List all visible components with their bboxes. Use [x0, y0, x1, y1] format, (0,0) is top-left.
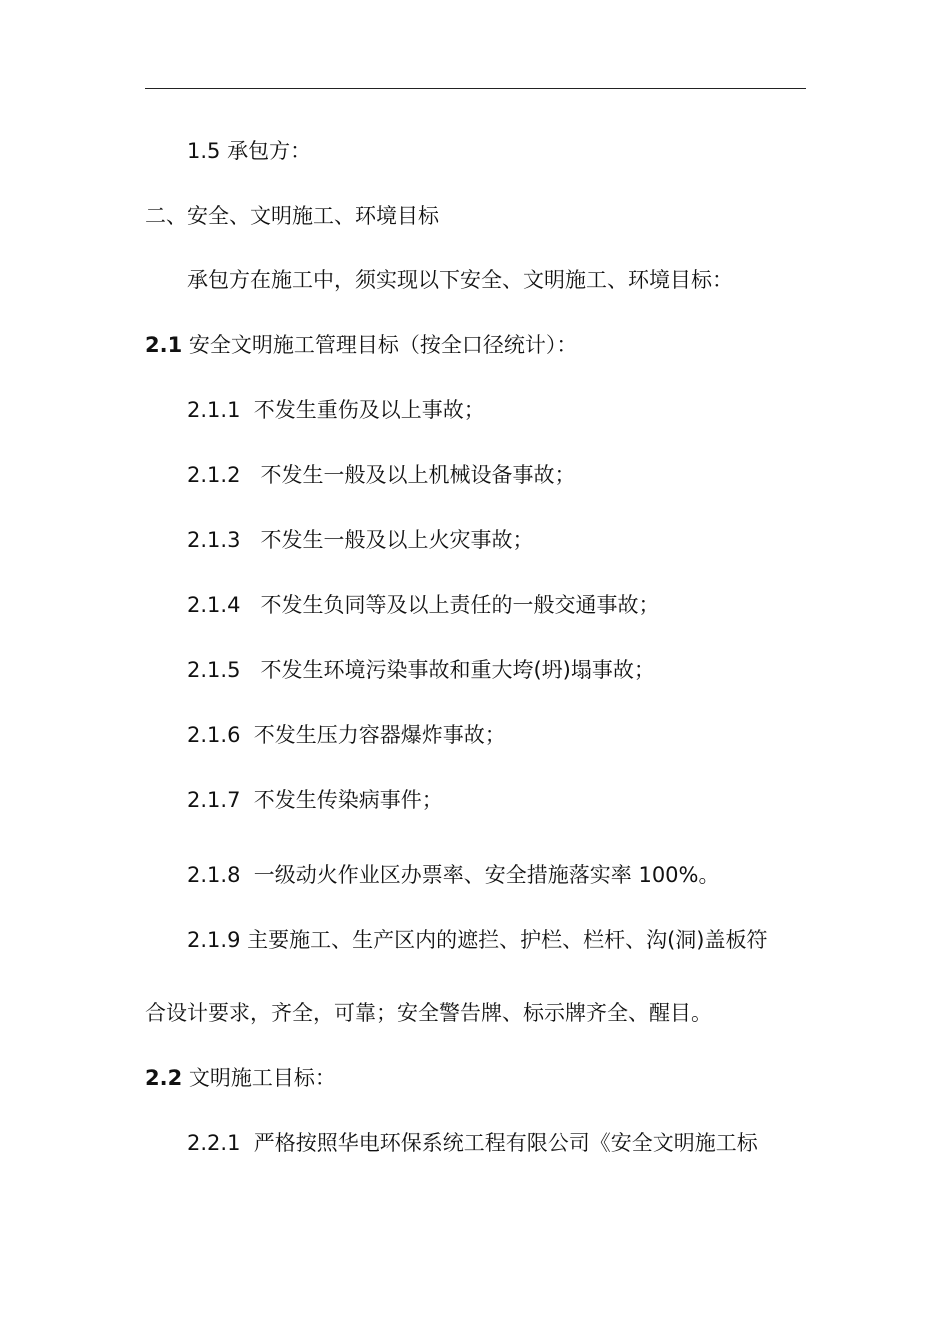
item-text: 不发生重伤及以上事故；	[240, 398, 485, 422]
item-text: 不发生压力容器爆炸事故；	[240, 723, 506, 747]
item-number: 2.1.1	[187, 398, 241, 422]
section-2-2-heading	[145, 1064, 336, 1092]
item-text: 不发生环境污染事故和重大垮(坍)塌事故；	[240, 658, 655, 682]
item-number: 2.1.3	[187, 528, 241, 552]
list-item-2-1-8	[187, 861, 720, 889]
list-item-2-1-5	[187, 656, 655, 684]
item-number: 2.1.4	[187, 593, 241, 617]
item-number: 2.2.1	[187, 1131, 241, 1155]
item-text: 不发生一般及以上机械设备事故；	[240, 463, 576, 487]
section-number: 2.2	[145, 1066, 183, 1090]
item-number: 2.1.8	[187, 863, 241, 887]
list-item-2-1-9-continuation: 合设计要求，齐全，可靠；安全警告牌、标示牌齐全、醒目。	[145, 1001, 712, 1025]
item-text: 严格按照华电环保系统工程有限公司《安全文明施工标	[240, 1131, 758, 1155]
list-item-2-1-4	[187, 591, 659, 619]
list-item-2-1-1	[187, 396, 485, 424]
item-text: 不发生传染病事件；	[240, 788, 443, 812]
section-2-heading: 二、安全、文明施工、环境目标	[145, 204, 439, 228]
item-number: 2.1.9	[187, 928, 241, 952]
section-1-5: 1.5 承包方：	[187, 139, 312, 163]
section-title: 安全文明施工管理目标（按全口径统计）：	[182, 333, 578, 357]
list-item-2-1-7	[187, 786, 443, 814]
item-text: 不发生一般及以上火灾事故；	[240, 528, 534, 552]
item-number: 2.1.2	[187, 463, 241, 487]
list-item-2-1-3	[187, 526, 533, 554]
list-item-2-1-6	[187, 721, 506, 749]
section-2-1-heading	[145, 331, 577, 359]
section-title: 文明施工目标：	[182, 1066, 336, 1090]
list-item-2-2-1	[187, 1129, 758, 1157]
header-rule	[145, 88, 806, 89]
item-text: 主要施工、生产区内的遮拦、护栏、栏杆、沟(洞)盖板符	[240, 928, 768, 952]
section-number: 2.1	[145, 333, 183, 357]
item-number: 2.1.7	[187, 788, 241, 812]
item-text: 不发生负同等及以上责任的一般交通事故；	[240, 593, 660, 617]
list-item-2-1-9	[187, 926, 768, 954]
item-number: 2.1.5	[187, 658, 241, 682]
item-text: 一级动火作业区办票率、安全措施落实率 100%。	[240, 863, 720, 887]
list-item-2-1-2	[187, 461, 575, 489]
item-number: 2.1.6	[187, 723, 241, 747]
section-2-intro: 承包方在施工中，须实现以下安全、文明施工、环境目标：	[187, 268, 733, 292]
